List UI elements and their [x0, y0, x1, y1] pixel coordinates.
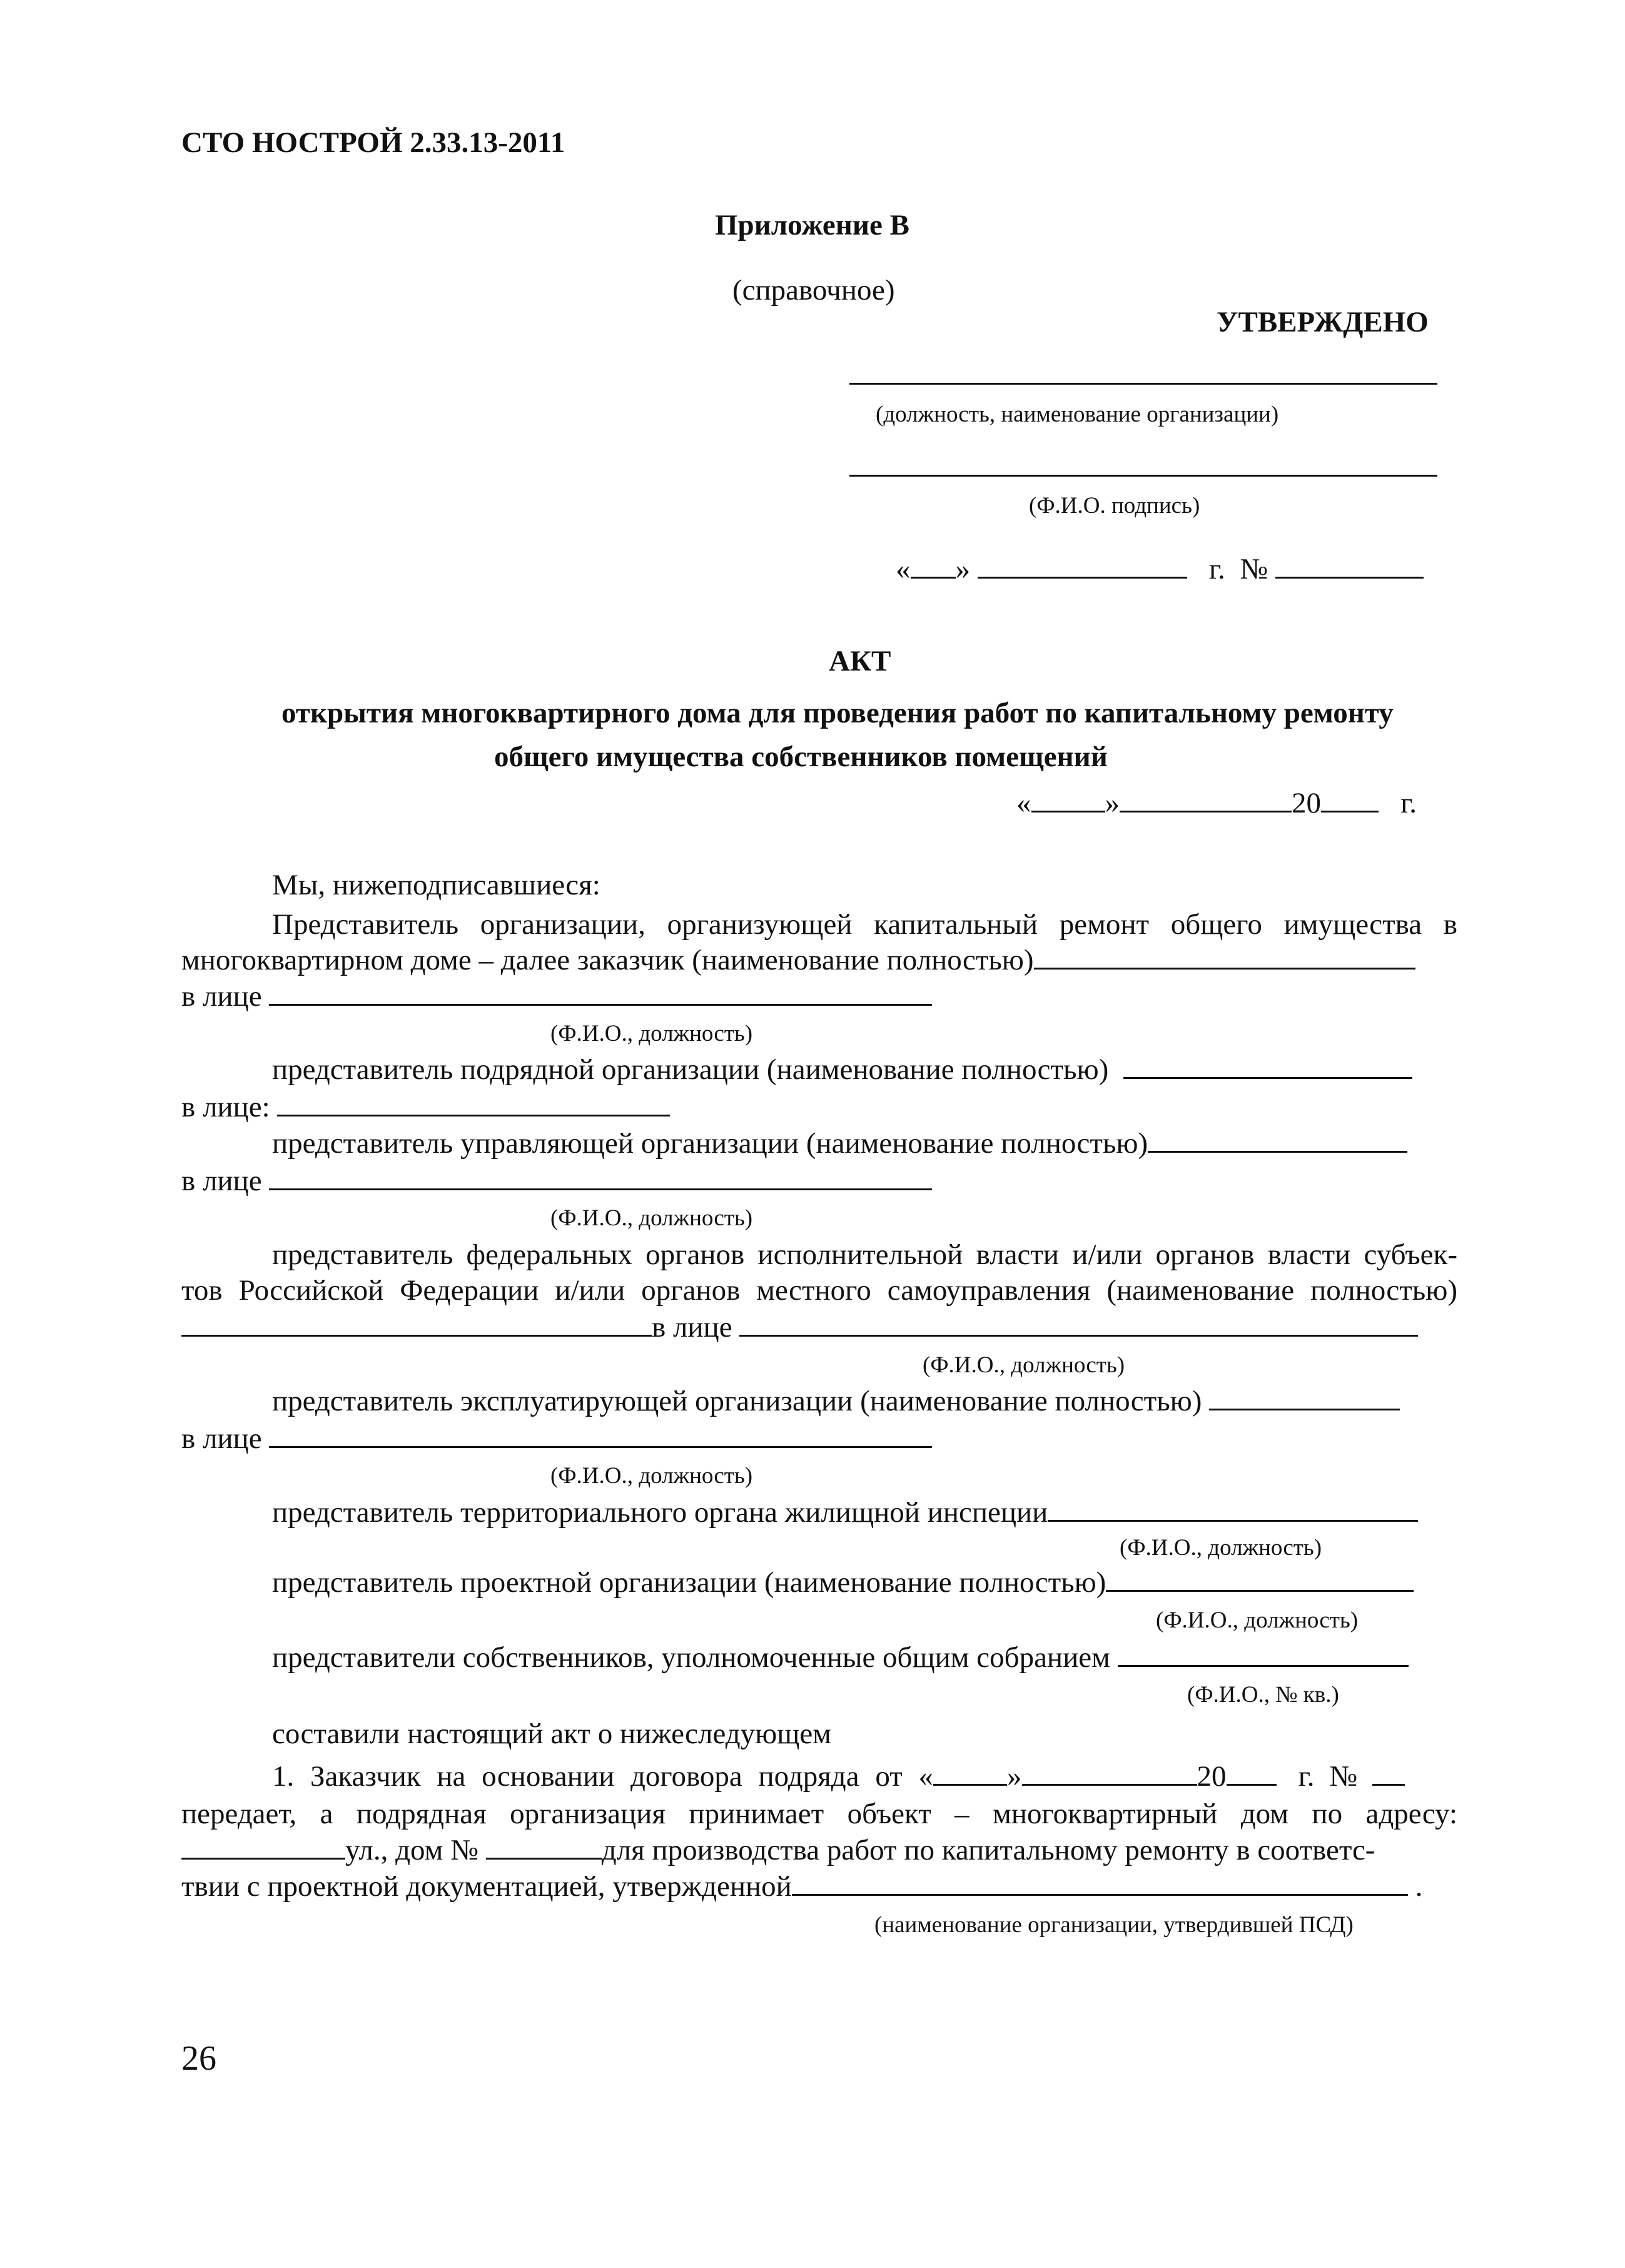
paragraph-3-row [181, 1831, 1375, 1869]
contract-number-label: г. № [1298, 1760, 1358, 1793]
act-subtitle-line-2: общего имущества собственников помещений [494, 741, 1108, 773]
caption-fio-position: (Ф.И.О., должность) [923, 1352, 1125, 1378]
act-title: АКТ [829, 645, 891, 677]
federal-person-row [181, 1309, 1418, 1346]
federal-line-1: представитель федеральных органов исполнительной власти и/или органов власти субъек- [272, 1238, 1457, 1271]
management-row [272, 1125, 1407, 1162]
approval-position-line[interactable] [849, 383, 1437, 385]
p1-label: 1. Заказчик на основании договора подряда от « [272, 1760, 934, 1793]
page-number: 26 [181, 2039, 216, 2078]
document-code: СТО НОСТРОЙ 2.33.13-2011 [181, 126, 565, 159]
contract-year-field[interactable] [1227, 1760, 1277, 1786]
approval-number-field[interactable] [1275, 553, 1424, 579]
period: . [1415, 1870, 1423, 1903]
operating-person-row [181, 1420, 932, 1457]
act-date-row [1016, 784, 1417, 822]
management-label: представитель управляющей организации (наименование полностью) [272, 1127, 1148, 1160]
customer-label: многоквартирном доме – далее заказчик (наименование полностью) [181, 944, 1034, 976]
year-abbr: г. [1209, 553, 1225, 585]
contractor-person-row [181, 1088, 670, 1126]
address-field[interactable] [181, 1834, 345, 1860]
quote-close: » [1105, 787, 1120, 819]
operating-person-field[interactable] [269, 1422, 932, 1448]
contractor-person-field[interactable] [277, 1091, 670, 1116]
in-person-label: в лице [181, 1165, 262, 1197]
in-person-label: в лице: [181, 1091, 270, 1123]
caption-fio-position: (Ф.И.О., должность) [1156, 1607, 1359, 1633]
customer-line-2 [181, 941, 1415, 979]
quote-open: « [896, 553, 911, 585]
customer-name-field[interactable] [1034, 944, 1415, 969]
in-person-label: в лице [181, 980, 262, 1013]
act-subtitle-line-1: открытия многоквартирного дома для проведения работ по капитальному ремонту [281, 697, 1394, 729]
inspection-label: представитель территориального органа жилищной инспеции [272, 1496, 1048, 1529]
works-purpose-label: для производства работ по капитальному ремонту в соответс- [601, 1834, 1375, 1866]
approving-organization-field[interactable] [792, 1870, 1408, 1896]
customer-person-field[interactable] [269, 980, 932, 1006]
caption-fio-position: (Ф.И.О., должность) [550, 1463, 753, 1489]
approval-day-field[interactable] [911, 553, 956, 579]
quote-close: » [1007, 1760, 1022, 1793]
paragraph-2-text: передает, а подрядная организация принимает объект – многоквартирный дом по адресу: [181, 1798, 1457, 1830]
caption-fio-apartment: (Ф.И.О., № кв.) [1187, 1682, 1339, 1708]
management-person-field[interactable] [269, 1165, 932, 1190]
owners-field[interactable] [1118, 1641, 1409, 1667]
caption-fio-position: (Ф.И.О., должность) [550, 1205, 753, 1231]
quote-close: » [955, 553, 970, 585]
paragraph-1-row [272, 1758, 1405, 1795]
appendix-kind: (справочное) [732, 274, 895, 306]
design-row [272, 1564, 1414, 1601]
contract-number-field[interactable] [1372, 1760, 1405, 1786]
approval-date-row [896, 550, 1424, 588]
house-number-field[interactable] [486, 1834, 602, 1860]
contract-day-field[interactable] [933, 1760, 1007, 1786]
federal-line-2: тов Российской Федерации и/или органов местного самоуправления (наименование полностью) [181, 1274, 1457, 1307]
in-person-label: в лице [181, 1422, 262, 1455]
act-year-field[interactable] [1321, 787, 1379, 813]
quote-open: « [1016, 787, 1031, 819]
customer-line-1: Представитель организации, организующей капитальный ремонт общего имущества в [272, 908, 1457, 941]
act-month-field[interactable] [1120, 787, 1292, 813]
contractor-name-field[interactable] [1123, 1053, 1412, 1079]
owners-label: представители собственников, уполномоченные общим собранием [272, 1641, 1110, 1674]
design-field[interactable] [1106, 1566, 1414, 1592]
caption-fio-position: (Ф.И.О., должность) [550, 1021, 753, 1046]
contractor-row [272, 1051, 1412, 1088]
approval-month-field[interactable] [978, 553, 1187, 579]
approval-title: УТВЕРЖДЕНО [1217, 306, 1429, 338]
paragraph-4-row [181, 1868, 1422, 1905]
approval-position-caption: (должность, наименование организации) [876, 402, 1279, 427]
operating-row [272, 1382, 1400, 1420]
caption-psd: (наименование организации, утвердившей ПСД) [874, 1912, 1354, 1938]
federal-person-field[interactable] [739, 1311, 1418, 1337]
owners-row [272, 1639, 1409, 1676]
approval-signature-caption: (Ф.И.О. подпись) [1029, 493, 1200, 519]
contractor-label: представитель подрядной организации (наименование полностью) [272, 1053, 1109, 1086]
in-person-label: в лице [652, 1311, 732, 1344]
operating-name-field[interactable] [1209, 1385, 1400, 1410]
inspection-field[interactable] [1048, 1496, 1418, 1522]
federal-name-field[interactable] [181, 1311, 652, 1337]
inspection-row [272, 1494, 1418, 1531]
customer-person-row [181, 978, 932, 1015]
appendix-title: Приложение В [715, 209, 909, 241]
operating-label: представитель эксплуатирующей организации (наименование полностью) [272, 1385, 1202, 1417]
contract-century: 20 [1197, 1760, 1227, 1793]
contract-month-field[interactable] [1022, 1760, 1197, 1786]
approval-signature-line[interactable] [849, 475, 1437, 477]
year-abbr: г. [1400, 787, 1417, 819]
caption-fio-position: (Ф.И.О., должность) [1120, 1535, 1322, 1561]
design-label: представитель проектной организации (наименование полностью) [272, 1566, 1106, 1599]
management-name-field[interactable] [1148, 1127, 1407, 1153]
number-sign: № [1240, 553, 1268, 585]
approved-by-label: твии с проектной документацией, утвержденной [181, 1870, 792, 1903]
compiled-text: составили настоящий акт о нижеследующем [272, 1718, 832, 1750]
intro-text: Мы, нижеподписавшиеся: [272, 869, 600, 901]
address-house-label: ул., дом № [345, 1834, 478, 1866]
management-person-row [181, 1162, 932, 1200]
act-day-field[interactable] [1031, 787, 1105, 813]
act-century: 20 [1292, 787, 1321, 819]
